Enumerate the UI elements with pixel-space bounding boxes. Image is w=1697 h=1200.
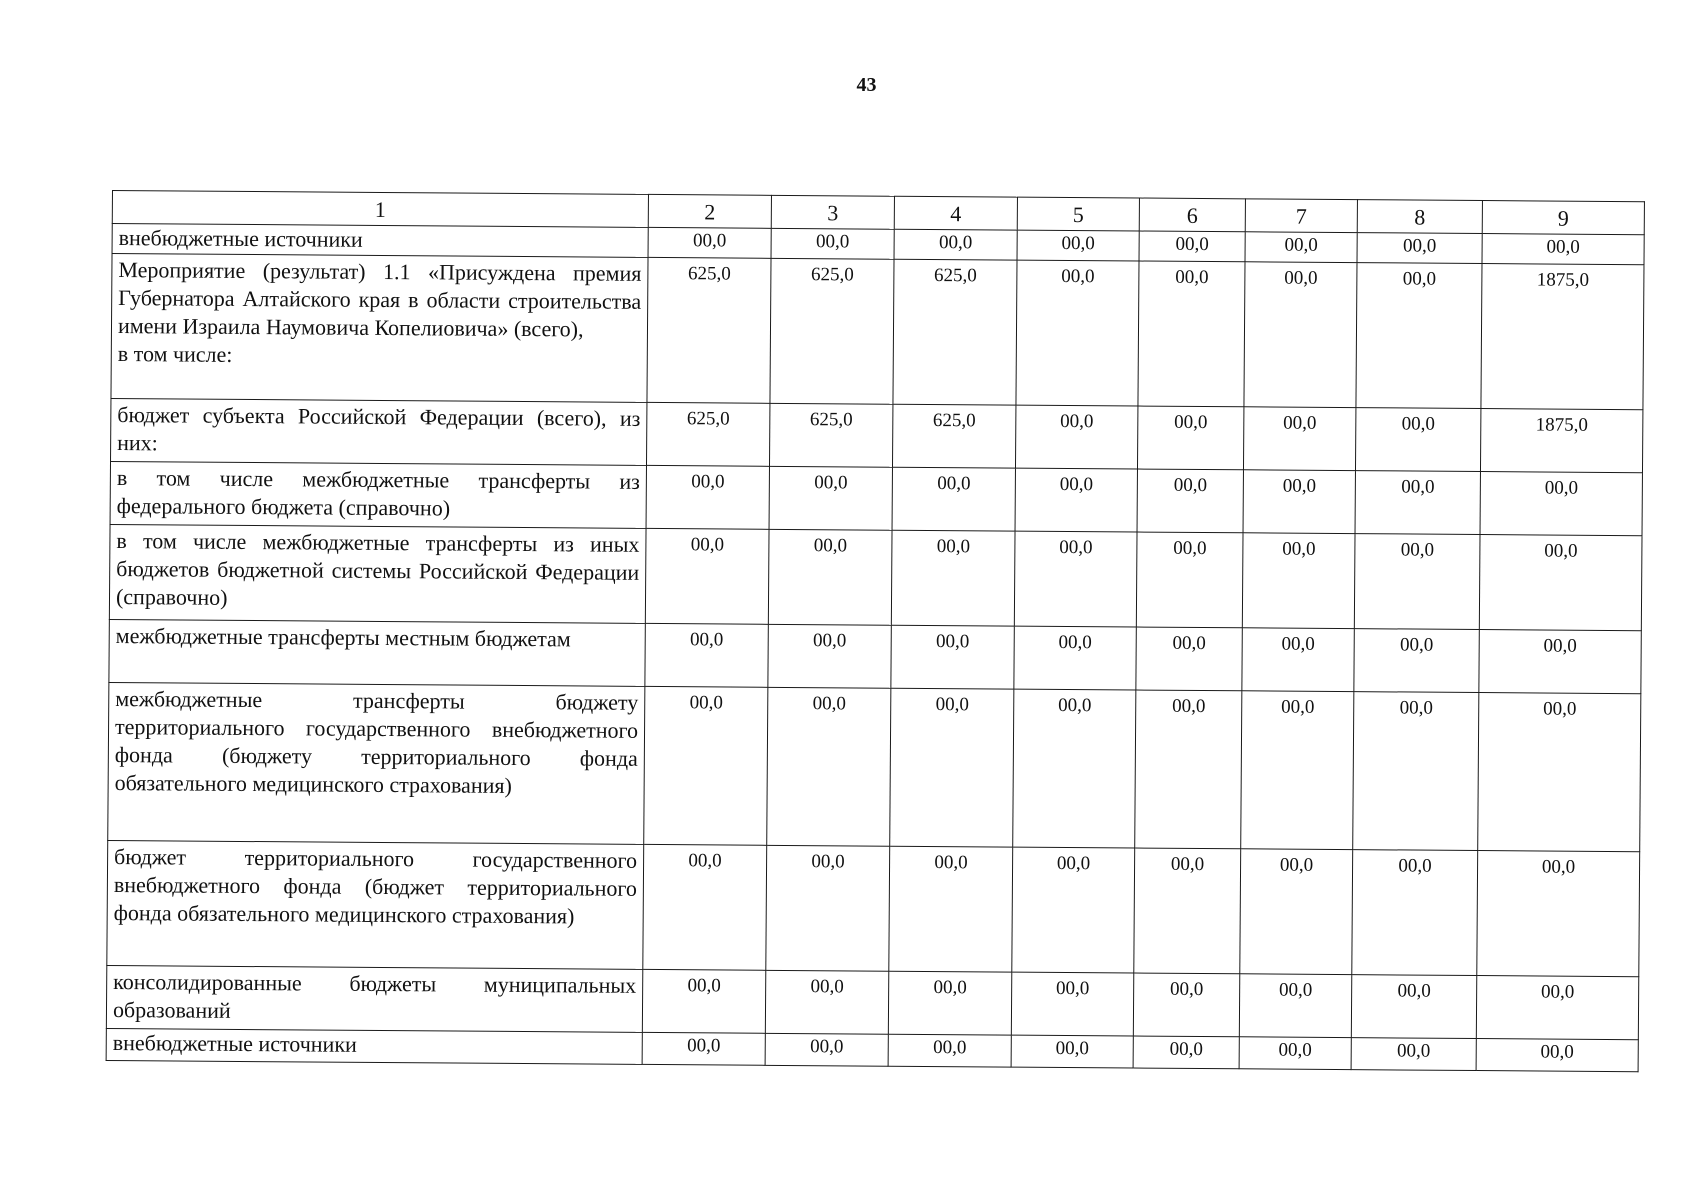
header-cell: 3 [771, 195, 894, 229]
value-cell: 00,0 [1014, 531, 1137, 627]
value-cell: 00,0 [1243, 407, 1355, 471]
value-cell: 00,0 [1012, 847, 1135, 973]
value-cell: 00,0 [1357, 233, 1482, 264]
value-cell: 00,0 [892, 467, 1015, 531]
value-cell: 00,0 [1480, 472, 1642, 536]
value-cell: 00,0 [1354, 629, 1479, 693]
value-cell: 625,0 [769, 403, 892, 467]
value-cell: 00,0 [1239, 1037, 1351, 1070]
value-cell: 00,0 [1134, 848, 1241, 974]
value-cell: 00,0 [1353, 692, 1479, 851]
value-cell: 00,0 [646, 465, 769, 529]
value-cell: 00,0 [1240, 849, 1353, 975]
value-cell: 625,0 [646, 402, 769, 466]
value-cell: 00,0 [769, 466, 892, 530]
row-label: межбюджетные трансферты бюджету территориального государственного внебюджетного фонда (бюджету территориального фонда обязательного медицинского страхования) [108, 682, 645, 844]
row-label: внебюджетные источники [106, 1028, 642, 1064]
row-label: консолидированные бюджеты муниципальных образований [106, 965, 642, 1032]
value-cell: 00,0 [1242, 533, 1355, 629]
header-cell: 1 [112, 191, 648, 228]
row-label: бюджет территориального государственного внебюджетного фонда (бюджет территориального фонда обязательного медицинского страхования) [107, 840, 644, 969]
value-cell: 00,0 [1482, 234, 1644, 265]
value-cell: 00,0 [1133, 1036, 1239, 1069]
value-cell: 625,0 [892, 404, 1015, 468]
value-cell: 00,0 [1136, 532, 1243, 628]
row-label: межбюджетные трансферты местным бюджетам [109, 619, 645, 686]
value-cell: 00,0 [1017, 230, 1139, 261]
value-cell: 00,0 [642, 969, 765, 1033]
table-row [110, 461, 1642, 535]
value-cell: 00,0 [648, 227, 771, 258]
row-label-main: Мероприятие (результат) 1.1 «Присуждена премия Губернатора Алтайского края в области строительства имени Израила Наумовича Копелиовича» (всего), [117, 257, 642, 342]
value-cell: 00,0 [1239, 974, 1351, 1038]
value-cell: 00,0 [643, 844, 767, 970]
value-cell: 00,0 [1476, 976, 1638, 1040]
row-label: бюджет субъекта Российской Федерации (всего), из них: [111, 398, 647, 465]
value-cell: 00,0 [767, 687, 891, 846]
value-cell: 00,0 [1354, 534, 1480, 630]
value-cell: 00,0 [1476, 1039, 1638, 1072]
value-cell: 00,0 [891, 625, 1014, 689]
header-cell: 2 [648, 194, 771, 228]
value-cell: 1875,0 [1481, 264, 1644, 410]
value-cell: 00,0 [1242, 628, 1354, 692]
value-cell: 00,0 [1138, 261, 1245, 407]
value-cell: 625,0 [647, 257, 771, 403]
table-row [108, 682, 1641, 851]
value-cell: 00,0 [888, 1034, 1011, 1067]
value-cell: 00,0 [1351, 975, 1476, 1039]
value-cell: 00,0 [645, 623, 768, 687]
value-cell: 00,0 [894, 229, 1017, 260]
value-cell: 00,0 [1479, 535, 1642, 631]
value-cell: 00,0 [645, 528, 769, 624]
value-cell: 00,0 [888, 971, 1011, 1035]
budget-table-wrapper [106, 190, 1644, 1072]
value-cell: 625,0 [893, 259, 1017, 405]
value-cell: 00,0 [765, 970, 888, 1034]
row-label-sub: в том числе: [117, 341, 233, 367]
value-cell: 00,0 [1013, 689, 1136, 848]
value-cell: 00,0 [1136, 627, 1242, 691]
page-number: 43 [856, 74, 877, 96]
value-cell: 00,0 [1245, 232, 1357, 263]
value-cell: 00,0 [766, 845, 890, 971]
value-cell: 00,0 [1015, 468, 1137, 532]
value-cell: 00,0 [1015, 405, 1137, 469]
value-cell: 00,0 [768, 529, 892, 625]
value-cell: 00,0 [890, 688, 1014, 847]
value-cell: 00,0 [1137, 469, 1243, 533]
value-cell: 00,0 [1479, 630, 1641, 694]
value-cell: 00,0 [1355, 408, 1480, 472]
value-cell: 00,0 [768, 624, 891, 688]
table-row [106, 965, 1638, 1039]
budget-table [106, 190, 1645, 1072]
header-cell: 4 [894, 196, 1017, 230]
header-cell: 7 [1245, 199, 1357, 233]
table-row [109, 524, 1642, 630]
value-cell: 00,0 [1016, 260, 1139, 406]
row-label: внебюджетные источники [112, 224, 648, 258]
table-row [111, 254, 1644, 410]
value-cell: 00,0 [1243, 470, 1355, 534]
value-cell: 00,0 [1352, 850, 1478, 976]
row-label: в том числе межбюджетные трансферты из иных бюджетов бюджетной системы Российской Федерации (справочно) [109, 524, 646, 623]
value-cell: 00,0 [1356, 263, 1482, 409]
row-label: в том числе межбюджетные трансферты из федерального бюджета (справочно) [110, 461, 646, 528]
value-cell: 00,0 [644, 686, 768, 845]
value-cell: 00,0 [1014, 626, 1136, 690]
value-cell: 00,0 [642, 1032, 765, 1065]
header-cell: 6 [1139, 198, 1245, 232]
value-cell: 00,0 [1135, 690, 1242, 849]
value-cell: 00,0 [1137, 406, 1243, 470]
value-cell: 1875,0 [1480, 409, 1642, 473]
value-cell: 00,0 [1139, 231, 1245, 262]
value-cell: 00,0 [1351, 1038, 1476, 1071]
header-cell: 5 [1017, 197, 1139, 231]
value-cell: 00,0 [771, 228, 894, 259]
value-cell: 00,0 [1011, 972, 1133, 1036]
value-cell: 00,0 [1241, 691, 1354, 850]
value-cell: 00,0 [889, 846, 1013, 972]
header-cell: 8 [1357, 200, 1482, 234]
value-cell: 00,0 [1477, 851, 1640, 977]
value-cell: 00,0 [1355, 471, 1480, 535]
value-cell: 625,0 [770, 258, 894, 404]
header-cell: 9 [1482, 201, 1644, 235]
table-row [107, 840, 1640, 976]
value-cell: 00,0 [1133, 973, 1239, 1037]
value-cell: 00,0 [1011, 1035, 1133, 1068]
table-row [109, 619, 1641, 693]
value-cell: 00,0 [765, 1033, 888, 1066]
value-cell: 00,0 [1244, 262, 1357, 408]
row-label [111, 254, 648, 403]
value-cell: 00,0 [1478, 693, 1641, 852]
table-row [111, 398, 1643, 472]
value-cell: 00,0 [891, 530, 1015, 626]
